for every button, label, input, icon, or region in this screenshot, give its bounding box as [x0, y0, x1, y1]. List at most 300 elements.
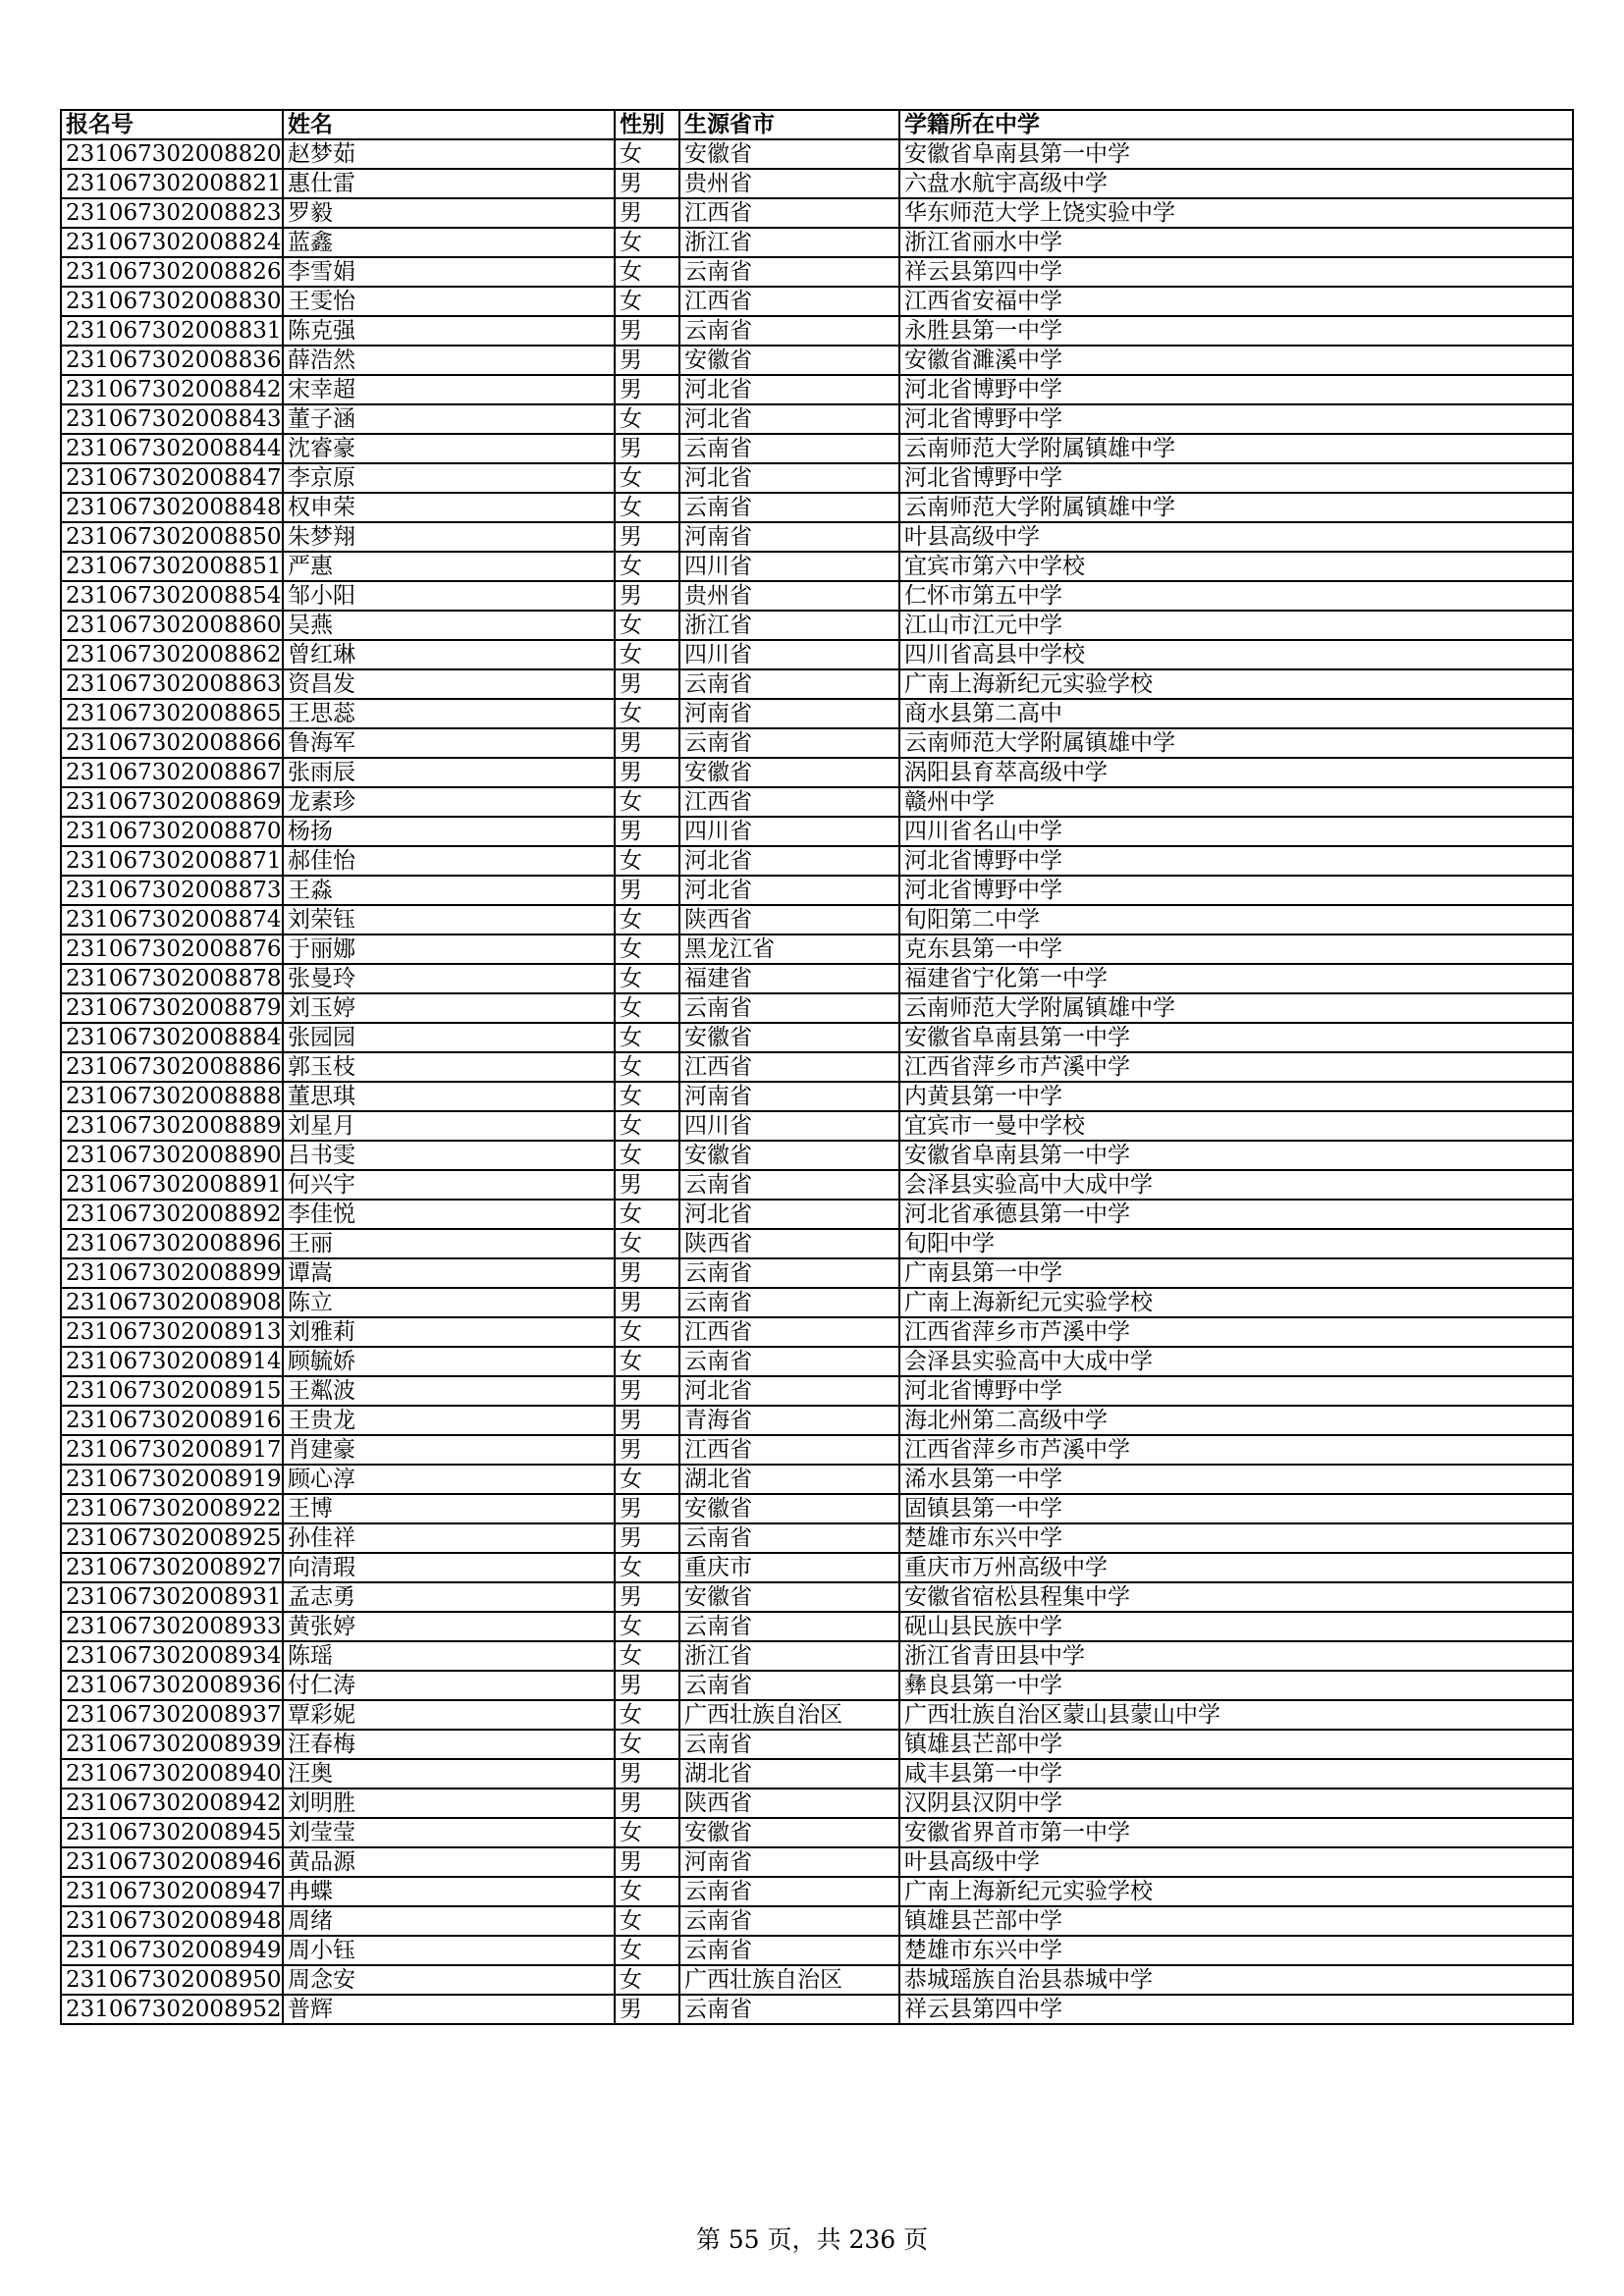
registration-number-cell: 231067302008949	[61, 1936, 283, 1965]
school-cell: 安徽省阜南县第一中学	[899, 139, 1573, 169]
province-cell: 云南省	[679, 316, 899, 346]
gender-cell: 女	[615, 1730, 679, 1759]
table-row	[61, 1906, 1573, 1936]
gender-cell: 女	[615, 139, 679, 169]
province-cell: 云南省	[679, 1523, 899, 1553]
student-name-cell: 肖建豪	[283, 1435, 615, 1465]
registration-number-cell: 231067302008922	[61, 1494, 283, 1523]
student-name-cell: 谭嵩	[283, 1258, 615, 1288]
gender-cell: 女	[615, 1317, 679, 1347]
table-row	[61, 1200, 1573, 1229]
table-row	[61, 1759, 1573, 1789]
province-cell: 江西省	[679, 1435, 899, 1465]
province-cell: 安徽省	[679, 758, 899, 787]
province-cell: 河南省	[679, 522, 899, 552]
student-name-cell: 汪奥	[283, 1759, 615, 1789]
school-cell: 河北省博野中学	[899, 846, 1573, 876]
gender-cell: 男	[615, 728, 679, 758]
school-cell: 祥云县第四中学	[899, 257, 1573, 287]
table-row	[61, 198, 1573, 228]
school-cell: 广南上海新纪元实验学校	[899, 1877, 1573, 1906]
table-row	[61, 316, 1573, 346]
registration-number-cell: 231067302008869	[61, 787, 283, 817]
table-row	[61, 139, 1573, 169]
province-cell: 河北省	[679, 375, 899, 404]
registration-number-cell: 231067302008821	[61, 169, 283, 198]
registration-number-cell: 231067302008850	[61, 522, 283, 552]
province-cell: 河北省	[679, 846, 899, 876]
registration-number-cell: 231067302008830	[61, 287, 283, 316]
province-cell: 四川省	[679, 817, 899, 846]
student-name-cell: 杨扬	[283, 817, 615, 846]
gender-cell: 女	[615, 699, 679, 728]
province-cell: 江西省	[679, 287, 899, 316]
school-cell: 镇雄县芒部中学	[899, 1730, 1573, 1759]
province-cell: 浙江省	[679, 1641, 899, 1671]
province-cell: 广西壮族自治区	[679, 1700, 899, 1730]
gender-cell: 女	[615, 1700, 679, 1730]
registration-number-cell: 231067302008891	[61, 1170, 283, 1200]
registration-number-cell: 231067302008917	[61, 1435, 283, 1465]
registration-number-cell: 231067302008836	[61, 346, 283, 375]
province-cell: 陕西省	[679, 1229, 899, 1258]
registration-number-cell: 231067302008851	[61, 552, 283, 581]
registration-number-cell: 231067302008945	[61, 1818, 283, 1847]
school-cell: 河北省博野中学	[899, 404, 1573, 434]
province-cell: 重庆市	[679, 1553, 899, 1582]
table-row	[61, 640, 1573, 669]
province-cell: 江西省	[679, 1317, 899, 1347]
table-body	[61, 139, 1573, 2024]
student-name-cell: 顾毓娇	[283, 1347, 615, 1376]
gender-cell: 男	[615, 669, 679, 699]
student-name-cell: 王丽	[283, 1229, 615, 1258]
province-cell: 湖北省	[679, 1465, 899, 1494]
gender-cell: 女	[615, 463, 679, 493]
school-cell: 河北省博野中学	[899, 876, 1573, 905]
registration-number-cell: 231067302008886	[61, 1052, 283, 1082]
gender-cell: 男	[615, 1376, 679, 1406]
registration-number-cell: 231067302008940	[61, 1759, 283, 1789]
school-cell: 云南师范大学附属镇雄中学	[899, 993, 1573, 1023]
registration-number-cell: 231067302008878	[61, 964, 283, 993]
table-row	[61, 1965, 1573, 1995]
table-row	[61, 699, 1573, 728]
gender-cell: 女	[615, 1936, 679, 1965]
registration-number-cell: 231067302008913	[61, 1317, 283, 1347]
province-cell: 四川省	[679, 552, 899, 581]
table-row	[61, 1818, 1573, 1847]
province-cell: 福建省	[679, 964, 899, 993]
student-name-cell: 刘星月	[283, 1111, 615, 1141]
province-cell: 云南省	[679, 493, 899, 522]
student-name-cell: 刘雅莉	[283, 1317, 615, 1347]
table-row	[61, 1494, 1573, 1523]
table-row	[61, 934, 1573, 964]
table-row	[61, 1258, 1573, 1288]
registration-number-cell: 231067302008844	[61, 434, 283, 463]
student-name-cell: 陈瑶	[283, 1641, 615, 1671]
table-row	[61, 1671, 1573, 1700]
gender-cell: 女	[615, 1553, 679, 1582]
province-cell: 安徽省	[679, 346, 899, 375]
student-name-cell: 于丽娜	[283, 934, 615, 964]
registration-number-cell: 231067302008842	[61, 375, 283, 404]
table-row	[61, 1995, 1573, 2024]
province-cell: 河南省	[679, 699, 899, 728]
gender-cell: 男	[615, 1582, 679, 1612]
table-row	[61, 1023, 1573, 1052]
province-cell: 江西省	[679, 1052, 899, 1082]
province-cell: 云南省	[679, 434, 899, 463]
table-row	[61, 1435, 1573, 1465]
student-name-cell: 王粼波	[283, 1376, 615, 1406]
school-cell: 克东县第一中学	[899, 934, 1573, 964]
gender-cell: 男	[615, 316, 679, 346]
registration-number-cell: 231067302008831	[61, 316, 283, 346]
registration-number-cell: 231067302008890	[61, 1141, 283, 1170]
school-cell: 江山市江元中学	[899, 611, 1573, 640]
student-name-cell: 朱梦翔	[283, 522, 615, 552]
gender-cell: 女	[615, 1200, 679, 1229]
header-province: 生源省市	[679, 110, 899, 139]
school-cell: 内黄县第一中学	[899, 1082, 1573, 1111]
gender-cell: 女	[615, 1347, 679, 1376]
school-cell: 永胜县第一中学	[899, 316, 1573, 346]
province-cell: 河南省	[679, 1082, 899, 1111]
student-name-cell: 蓝鑫	[283, 228, 615, 257]
registration-number-cell: 231067302008826	[61, 257, 283, 287]
registration-number-cell: 231067302008854	[61, 581, 283, 611]
table-row	[61, 493, 1573, 522]
province-cell: 贵州省	[679, 169, 899, 198]
header-registration-number: 报名号	[61, 110, 283, 139]
school-cell: 江西省萍乡市芦溪中学	[899, 1052, 1573, 1082]
table-row	[61, 1641, 1573, 1671]
school-cell: 安徽省宿松县程集中学	[899, 1582, 1573, 1612]
province-cell: 河北省	[679, 876, 899, 905]
table-row	[61, 346, 1573, 375]
student-name-cell: 沈睿豪	[283, 434, 615, 463]
table-row	[61, 228, 1573, 257]
school-cell: 彝良县第一中学	[899, 1671, 1573, 1700]
student-name-cell: 王博	[283, 1494, 615, 1523]
province-cell: 广西壮族自治区	[679, 1965, 899, 1995]
student-name-cell: 孟志勇	[283, 1582, 615, 1612]
gender-cell: 男	[615, 1406, 679, 1435]
table-row	[61, 1789, 1573, 1818]
school-cell: 浙江省丽水中学	[899, 228, 1573, 257]
school-cell: 海北州第二高级中学	[899, 1406, 1573, 1435]
table-row	[61, 434, 1573, 463]
province-cell: 河北省	[679, 1376, 899, 1406]
student-name-cell: 周小钰	[283, 1936, 615, 1965]
student-name-cell: 宋幸超	[283, 375, 615, 404]
gender-cell: 女	[615, 1818, 679, 1847]
student-name-cell: 严惠	[283, 552, 615, 581]
school-cell: 楚雄市东兴中学	[899, 1523, 1573, 1553]
student-name-cell: 吴燕	[283, 611, 615, 640]
province-cell: 安徽省	[679, 1023, 899, 1052]
table-row	[61, 1936, 1573, 1965]
registration-number-cell: 231067302008916	[61, 1406, 283, 1435]
province-cell: 河北省	[679, 404, 899, 434]
school-cell: 旬阳第二中学	[899, 905, 1573, 934]
school-cell: 汉阴县汉阴中学	[899, 1789, 1573, 1818]
school-cell: 安徽省阜南县第一中学	[899, 1023, 1573, 1052]
registration-number-cell: 231067302008936	[61, 1671, 283, 1700]
student-table	[60, 109, 1574, 2025]
school-cell: 安徽省濉溪中学	[899, 346, 1573, 375]
table-row	[61, 669, 1573, 699]
gender-cell: 男	[615, 1759, 679, 1789]
gender-cell: 女	[615, 611, 679, 640]
registration-number-cell: 231067302008952	[61, 1995, 283, 2024]
student-name-cell: 邹小阳	[283, 581, 615, 611]
gender-cell: 女	[615, 787, 679, 817]
school-cell: 浙江省青田县中学	[899, 1641, 1573, 1671]
school-cell: 河北省博野中学	[899, 463, 1573, 493]
province-cell: 贵州省	[679, 581, 899, 611]
school-cell: 会泽县实验高中大成中学	[899, 1170, 1573, 1200]
registration-number-cell: 231067302008927	[61, 1553, 283, 1582]
school-cell: 赣州中学	[899, 787, 1573, 817]
school-cell: 四川省名山中学	[899, 817, 1573, 846]
school-cell: 云南师范大学附属镇雄中学	[899, 493, 1573, 522]
gender-cell: 男	[615, 758, 679, 787]
student-name-cell: 付仁涛	[283, 1671, 615, 1700]
student-name-cell: 赵梦茹	[283, 139, 615, 169]
province-cell: 四川省	[679, 1111, 899, 1141]
registration-number-cell: 231067302008873	[61, 876, 283, 905]
table-row	[61, 1700, 1573, 1730]
table-row	[61, 964, 1573, 993]
gender-cell: 女	[615, 228, 679, 257]
gender-cell: 女	[615, 1465, 679, 1494]
school-cell: 华东师范大学上饶实验中学	[899, 198, 1573, 228]
student-name-cell: 李佳悦	[283, 1200, 615, 1229]
gender-cell: 男	[615, 522, 679, 552]
student-name-cell: 郝佳怡	[283, 846, 615, 876]
header-gender: 性别	[615, 110, 679, 139]
registration-number-cell: 231067302008871	[61, 846, 283, 876]
student-name-cell: 孙佳祥	[283, 1523, 615, 1553]
table-row	[61, 1082, 1573, 1111]
table-row	[61, 1847, 1573, 1877]
student-name-cell: 黄品源	[283, 1847, 615, 1877]
table-row	[61, 728, 1573, 758]
registration-number-cell: 231067302008888	[61, 1082, 283, 1111]
school-cell: 砚山县民族中学	[899, 1612, 1573, 1641]
province-cell: 云南省	[679, 1877, 899, 1906]
province-cell: 云南省	[679, 1347, 899, 1376]
gender-cell: 女	[615, 493, 679, 522]
student-name-cell: 何兴宇	[283, 1170, 615, 1200]
registration-number-cell: 231067302008933	[61, 1612, 283, 1641]
province-cell: 云南省	[679, 993, 899, 1023]
province-cell: 河南省	[679, 1847, 899, 1877]
gender-cell: 女	[615, 1612, 679, 1641]
school-cell: 宜宾市一曼中学校	[899, 1111, 1573, 1141]
school-cell: 会泽县实验高中大成中学	[899, 1347, 1573, 1376]
gender-cell: 男	[615, 169, 679, 198]
province-cell: 云南省	[679, 257, 899, 287]
province-cell: 云南省	[679, 1288, 899, 1317]
school-cell: 云南师范大学附属镇雄中学	[899, 434, 1573, 463]
table-row	[61, 1288, 1573, 1317]
student-name-cell: 王贵龙	[283, 1406, 615, 1435]
registration-number-cell: 231067302008824	[61, 228, 283, 257]
school-cell: 江西省安福中学	[899, 287, 1573, 316]
school-cell: 六盘水航宇高级中学	[899, 169, 1573, 198]
gender-cell: 男	[615, 581, 679, 611]
table-row	[61, 522, 1573, 552]
school-cell: 旬阳中学	[899, 1229, 1573, 1258]
table-row	[61, 1317, 1573, 1347]
province-cell: 安徽省	[679, 1818, 899, 1847]
province-cell: 河北省	[679, 463, 899, 493]
student-name-cell: 张雨辰	[283, 758, 615, 787]
admission-list	[60, 109, 1572, 2025]
school-cell: 河北省博野中学	[899, 375, 1573, 404]
registration-number-cell: 231067302008843	[61, 404, 283, 434]
table-row	[61, 1229, 1573, 1258]
gender-cell: 女	[615, 1965, 679, 1995]
registration-number-cell: 231067302008870	[61, 817, 283, 846]
registration-number-cell: 231067302008896	[61, 1229, 283, 1258]
student-name-cell: 刘玉婷	[283, 993, 615, 1023]
registration-number-cell: 231067302008874	[61, 905, 283, 934]
province-cell: 云南省	[679, 1995, 899, 2024]
gender-cell: 女	[615, 964, 679, 993]
table-row	[61, 1582, 1573, 1612]
gender-cell: 男	[615, 434, 679, 463]
student-name-cell: 周绪	[283, 1906, 615, 1936]
student-name-cell: 王雯怡	[283, 287, 615, 316]
student-name-cell: 王思蕊	[283, 699, 615, 728]
province-cell: 浙江省	[679, 228, 899, 257]
student-name-cell: 王淼	[283, 876, 615, 905]
province-cell: 安徽省	[679, 139, 899, 169]
registration-number-cell: 231067302008876	[61, 934, 283, 964]
gender-cell: 女	[615, 1111, 679, 1141]
student-name-cell: 张园园	[283, 1023, 615, 1052]
table-row	[61, 287, 1573, 316]
province-cell: 云南省	[679, 1936, 899, 1965]
province-cell: 四川省	[679, 640, 899, 669]
province-cell: 河北省	[679, 1200, 899, 1229]
registration-number-cell: 231067302008866	[61, 728, 283, 758]
gender-cell: 女	[615, 1229, 679, 1258]
registration-number-cell: 231067302008889	[61, 1111, 283, 1141]
gender-cell: 女	[615, 993, 679, 1023]
school-cell: 广南上海新纪元实验学校	[899, 1288, 1573, 1317]
table-row	[61, 787, 1573, 817]
table-row	[61, 1730, 1573, 1759]
student-name-cell: 覃彩妮	[283, 1700, 615, 1730]
student-name-cell: 黄张婷	[283, 1612, 615, 1641]
gender-cell: 男	[615, 1170, 679, 1200]
header-name: 姓名	[283, 110, 615, 139]
table-row	[61, 1170, 1573, 1200]
school-cell: 福建省宁化第一中学	[899, 964, 1573, 993]
school-cell: 祥云县第四中学	[899, 1995, 1573, 2024]
province-cell: 云南省	[679, 1730, 899, 1759]
school-cell: 商水县第二高中	[899, 699, 1573, 728]
table-row	[61, 1406, 1573, 1435]
gender-cell: 女	[615, 257, 679, 287]
student-name-cell: 资昌发	[283, 669, 615, 699]
school-cell: 楚雄市东兴中学	[899, 1936, 1573, 1965]
page-number: 第 55 页，共 236 页	[695, 2225, 929, 2254]
student-name-cell: 罗毅	[283, 198, 615, 228]
gender-cell: 女	[615, 287, 679, 316]
registration-number-cell: 231067302008908	[61, 1288, 283, 1317]
gender-cell: 女	[615, 934, 679, 964]
gender-cell: 男	[615, 198, 679, 228]
gender-cell: 女	[615, 1082, 679, 1111]
school-cell: 安徽省阜南县第一中学	[899, 1141, 1573, 1170]
table-row	[61, 817, 1573, 846]
school-cell: 云南师范大学附属镇雄中学	[899, 728, 1573, 758]
student-name-cell: 周念安	[283, 1965, 615, 1995]
school-cell: 宜宾市第六中学校	[899, 552, 1573, 581]
gender-cell: 男	[615, 1523, 679, 1553]
student-name-cell: 冉蝶	[283, 1877, 615, 1906]
student-name-cell: 汪春梅	[283, 1730, 615, 1759]
registration-number-cell: 231067302008947	[61, 1877, 283, 1906]
school-cell: 广南县第一中学	[899, 1258, 1573, 1288]
table-row	[61, 1376, 1573, 1406]
student-name-cell: 权申荣	[283, 493, 615, 522]
school-cell: 涡阳县育萃高级中学	[899, 758, 1573, 787]
student-name-cell: 龙素珍	[283, 787, 615, 817]
registration-number-cell: 231067302008862	[61, 640, 283, 669]
registration-number-cell: 231067302008860	[61, 611, 283, 640]
school-cell: 安徽省界首市第一中学	[899, 1818, 1573, 1847]
student-name-cell: 鲁海军	[283, 728, 615, 758]
registration-number-cell: 231067302008823	[61, 198, 283, 228]
table-row	[61, 375, 1573, 404]
gender-cell: 男	[615, 1494, 679, 1523]
province-cell: 安徽省	[679, 1494, 899, 1523]
gender-cell: 女	[615, 1052, 679, 1082]
registration-number-cell: 231067302008848	[61, 493, 283, 522]
table-row	[61, 1877, 1573, 1906]
table-row	[61, 1052, 1573, 1082]
school-cell: 河北省承德县第一中学	[899, 1200, 1573, 1229]
registration-number-cell: 231067302008946	[61, 1847, 283, 1877]
student-name-cell: 薛浩然	[283, 346, 615, 375]
student-name-cell: 张曼玲	[283, 964, 615, 993]
header-school: 学籍所在中学	[899, 110, 1573, 139]
table-row	[61, 463, 1573, 493]
student-name-cell: 郭玉枝	[283, 1052, 615, 1082]
student-name-cell: 吕书雯	[283, 1141, 615, 1170]
province-cell: 青海省	[679, 1406, 899, 1435]
student-name-cell: 惠仕雷	[283, 169, 615, 198]
gender-cell: 男	[615, 375, 679, 404]
school-cell: 广南上海新纪元实验学校	[899, 669, 1573, 699]
table-row	[61, 758, 1573, 787]
gender-cell: 男	[615, 1435, 679, 1465]
table-row	[61, 257, 1573, 287]
province-cell: 黑龙江省	[679, 934, 899, 964]
province-cell: 云南省	[679, 1671, 899, 1700]
table-row	[61, 1523, 1573, 1553]
registration-number-cell: 231067302008948	[61, 1906, 283, 1936]
registration-number-cell: 231067302008925	[61, 1523, 283, 1553]
